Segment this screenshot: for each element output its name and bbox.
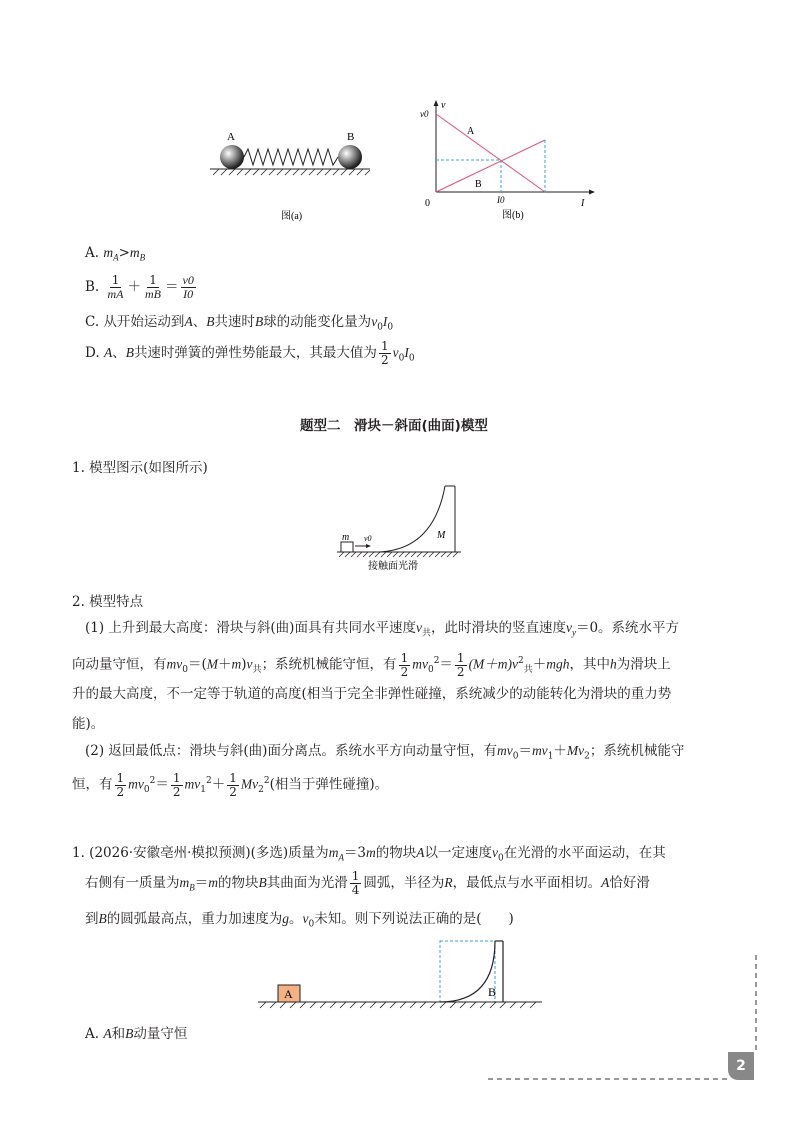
ball-b xyxy=(338,145,362,169)
question-1-option-a: A. A和B动量守恒 xyxy=(85,1026,188,1042)
curved-surface xyxy=(375,486,445,552)
option-a-prev: A. $m_A>m_B$ xyxy=(85,245,146,263)
y-tick-v0: v0 xyxy=(420,109,429,119)
line-a xyxy=(436,114,545,192)
m-label: m xyxy=(342,532,350,543)
block-a-label: A xyxy=(284,987,293,1001)
x-tick-i0: I0 xyxy=(497,195,505,205)
origin-label: 0 xyxy=(425,198,430,209)
block-m xyxy=(341,542,353,552)
figure-a-caption: 图(a) xyxy=(281,211,303,222)
line-b-label: B xyxy=(475,179,482,190)
model-caption: 接触面光滑 xyxy=(368,561,418,572)
feature-1-line-4: 能)。 xyxy=(72,716,105,732)
feature-1-line-3: 升的最大高度，不一定等于轨道的高度(相当于完全非弹性碰撞，系统减少的动能转化为滑块的重力势 xyxy=(72,686,672,702)
M-label: M xyxy=(437,530,446,541)
figure-a-spring-balls xyxy=(205,125,375,225)
ball-b-label: B xyxy=(347,131,355,143)
question-1-line-3: 到B的圆弧最高点，重力加速度为g。$v_0$未知。则下列说法正确的是( ) xyxy=(85,911,514,930)
figure-b-caption: 图(b) xyxy=(502,210,524,221)
option-b-prev: B. $\frac{1}{mA}$ ＋ $\frac{1}{mB}$ ＝ $\frac{v0}{I0}$ xyxy=(85,273,194,301)
figure-b-graph xyxy=(415,98,600,226)
option-c-prev: C. 从开始运动到A、B共速时B球的动能变化量为$v_0I_0$ xyxy=(85,314,394,333)
y-axis-label: v xyxy=(441,100,446,111)
features-heading: 2. 模型特点 xyxy=(72,594,144,610)
ball-a xyxy=(220,145,244,169)
page-number: 2 xyxy=(728,1052,754,1080)
feature-1-line-2: 向动量守恒，有$mv_0=(M+m)v_共$；系统机械能守恒，有 $\frac{1}{2}$ $mv_0^2=$ $\frac{1}{2}$ $(M+m)v^2_共+mgh$，其中h为滑块上 xyxy=(72,650,671,679)
option-d-prev: D. A、B共速时弹簧的弹性势能最大，其最大值为 $\frac{1}{2}$ $v_0I_0$ xyxy=(85,339,415,367)
line-a-label: A xyxy=(467,126,475,137)
feature-2-line-2: 恒，有 $\frac{1}{2}$ $mv_0^2=$ $\frac{1}{2}$ $mv_1^2+$ $\frac{1}{2}$ $Mv_2^2$(相当于弹性碰撞)。 xyxy=(72,770,389,799)
ball-a-label: A xyxy=(227,131,235,143)
section-title: 题型二 滑块－斜面(曲面)模型 xyxy=(300,418,488,434)
feature-2-line-1: (2) 返回最低点：滑块与斜(曲)面分离点。系统水平方向动量守恒，有$mv_0=mv_1+Mv_2$；系统机械能守 xyxy=(85,743,685,762)
question-1-line-2: 右侧有一质量为$m_B=m$的物块B其曲面为光滑 $\frac{1}{4}$ 圆弧，半径为R，最低点与水平面相切。A恰好滑 xyxy=(85,869,650,897)
x-axis-label: I xyxy=(581,198,585,209)
feature-1-line-1: (1) 上升到最大高度：滑块与斜(曲)面具有共同水平速度$v_共$，此时滑块的竖直速度$v_y=0$。系统水平方 xyxy=(85,620,680,639)
block-b-label: B xyxy=(488,985,497,999)
v0-label: v0 xyxy=(364,534,372,543)
page-corner-dashes xyxy=(480,955,770,1085)
model-diagram xyxy=(335,482,465,572)
line-b xyxy=(436,140,545,192)
spring xyxy=(244,149,338,165)
question-1-line-1: 1. (2026·安徽亳州·模拟预测)(多选)质量为$m_A=3m$的物块A以一定速度$v_0$在光滑的水平面运动，在其 xyxy=(72,845,666,864)
model-heading: 1. 模型图示(如图所示) xyxy=(72,460,208,476)
